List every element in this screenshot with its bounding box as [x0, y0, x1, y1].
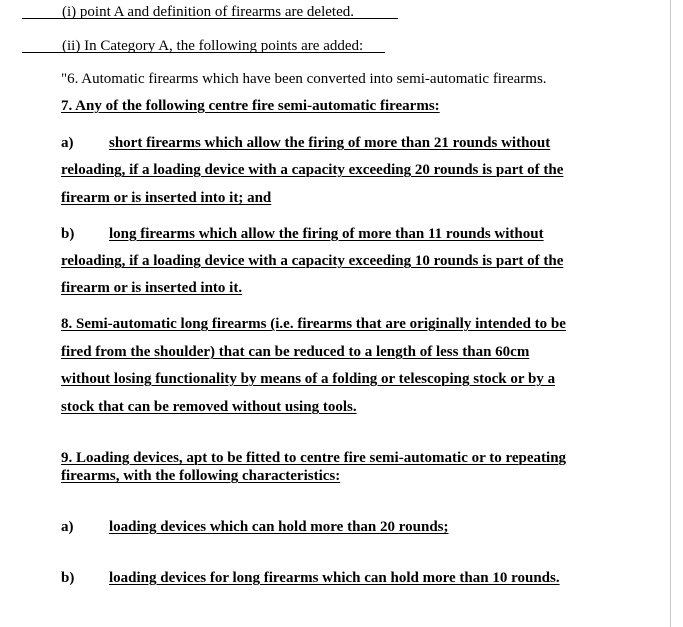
point-7-heading: 7. Any of the following centre fire semi-automatic firearms: [61, 98, 440, 114]
point-8-line-3: without losing functionality by means of a folding or telescoping stock or by a [61, 371, 556, 387]
point-7a-line-2: reloading, if a loading device with a capacity exceeding 20 rounds is part of the [61, 162, 564, 178]
point-9a-text: loading devices which can hold more than 20 rounds; [109, 519, 449, 535]
point-9b-label: b) [61, 570, 75, 586]
point-9-line-1: 9. Loading devices, apt to be fitted to centre fire semi-automatic or to repeating [61, 450, 567, 466]
point-7b-label: b) [61, 226, 75, 242]
point-9-line-2: firearms, with the following characteristics: [61, 468, 341, 484]
point-8-line-4: stock that can be removed without using tools. [61, 399, 357, 415]
point-6-text: "6. Automatic firearms which have been converted into semi-automatic firearms. [61, 71, 547, 87]
point-7b-line-3: firearm or is inserted into it. [61, 280, 243, 296]
point-7a-line-3: firearm or is inserted into it; and [61, 190, 272, 206]
point-9b-text: loading devices for long firearms which can hold more than 10 rounds. [109, 570, 560, 586]
point-8-line-2: fired from the shoulder) that can be reduced to a length of less than 60cm [61, 344, 530, 360]
point-7a-line-1: short firearms which allow the firing of more than 21 rounds without [109, 135, 551, 151]
addition-line-ii: (ii) In Category A, the following points are added: [62, 38, 364, 54]
point-7b-line-1: long firearms which allow the firing of more than 11 rounds without [109, 226, 544, 242]
point-7a-label: a) [61, 135, 74, 151]
point-9a-label: a) [61, 519, 74, 535]
point-7b-line-2: reloading, if a loading device with a capacity exceeding 10 rounds is part of the [61, 253, 564, 269]
point-8-line-1: 8. Semi-automatic long firearms (i.e. firearms that are originally intended to be [61, 316, 566, 332]
page-edge-divider [670, 0, 671, 627]
deletion-line-i: (i) point A and definition of firearms are deleted. [62, 4, 354, 20]
